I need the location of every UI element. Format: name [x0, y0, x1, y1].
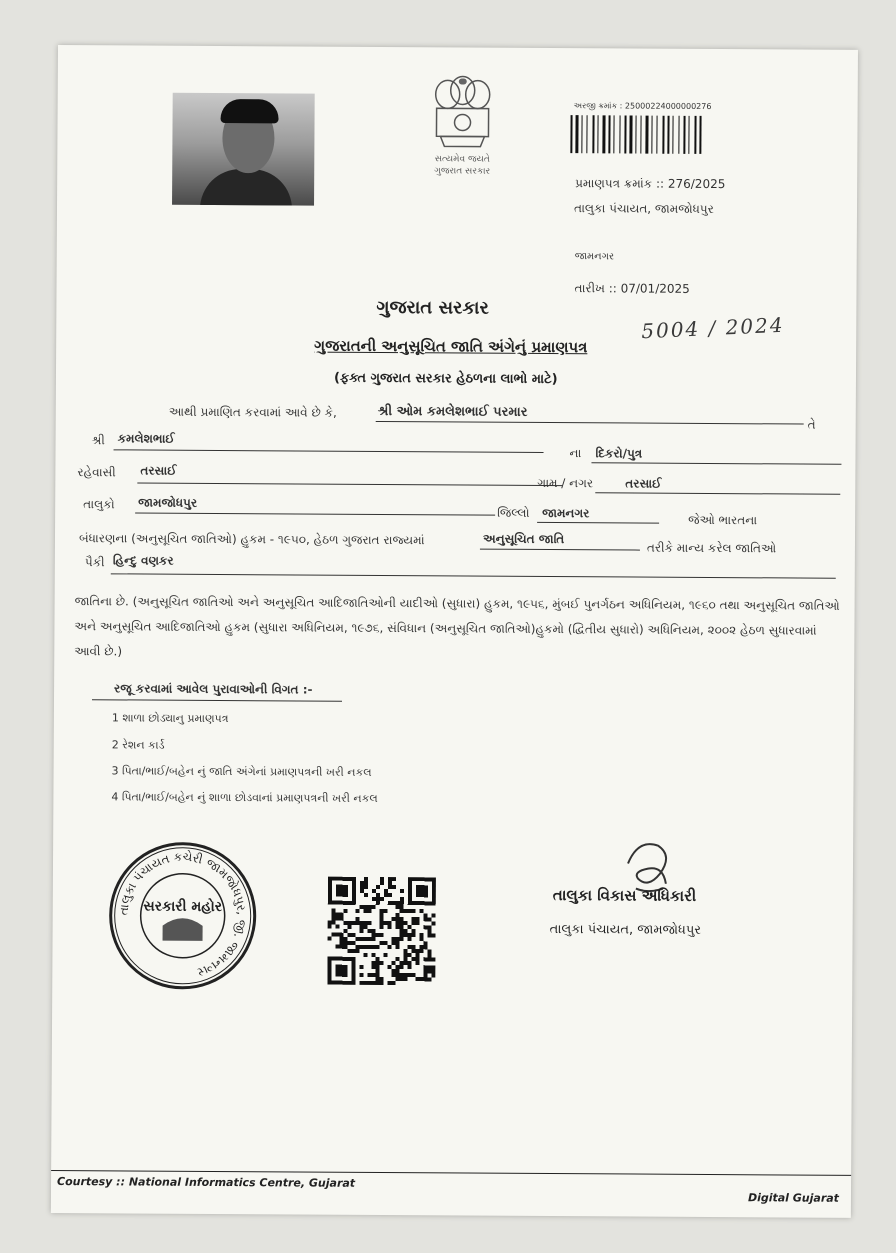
district-value: જામનગર: [542, 505, 590, 521]
evidence-item: 2 રેશન કાર્ડ: [111, 738, 165, 752]
evidence-heading: રજૂ કરવામાં આવેલ પુરાવાઓની વિગત :-: [114, 681, 313, 697]
caste-category: અનુસૂચિત જાતિ: [482, 531, 565, 547]
signatory-office: તાલુકા પંચાયત, જામજોધપુર: [549, 922, 702, 938]
shri-label: શ્રી: [91, 433, 105, 448]
intro-text: આથી પ્રમાણિત કરવામાં આવે છે કે,: [168, 404, 337, 420]
district-name: જામનગર: [574, 251, 615, 263]
certificate-subtitle: ગુજરાતની અનુસૂચિત જાતિ અંગેનું પ્રમાણપત્ર: [314, 336, 588, 357]
taluka-value: જામજોધપુર: [138, 495, 198, 510]
certificate-number: પ્રમાણપત્ર ક્રમાંક :: 276/2025: [575, 176, 726, 192]
legal-paragraph: જાતિના છે. (અનુસૂચિત જાતિઓ અને અનુસૂચિત આદિજાતિઓની યાદીઓ (સુધારા) હુકમ, ૧૯૫૬, મુંબઈ પુનર્ગઠન અધિનિયમ, ૧૯૬૦ તથા અનુસૂચિત જાતિઓ અને અનુસૂચિત આદિજાતિઓ હુકમ (સુધારા અધિનિયમ, ૧૯૭૬, સંવિધાન (અનુસૂચિત જાતિઓ)હુકમો (દ્વિતીય સુધારો) અધિનિયમ, ૨૦૦૨ હેઠળ સુધારવામાં આવી છે.): [74, 594, 840, 659]
evidence-item: 4 પિતા/ભાઈ/બહેન નું શાળા છોડવાનાં પ્રમાણપત્રની ખરી નકલ: [111, 790, 378, 805]
na-text: ના: [569, 446, 582, 461]
application-number: અરજી ક્રમાંક : 25000224000000276: [573, 101, 712, 111]
certificate-page: [51, 45, 858, 1218]
bharat-text: જેઓ ભારતના: [688, 512, 758, 528]
handwritten-number: 5004 / 2024: [640, 312, 786, 344]
evidence-item: 3 પિતા/ભાઈ/બહેન નું જાતિ અંગેનાં પ્રમાણપત્રની ખરી નકલ: [111, 764, 372, 779]
relation-value: દિકરો/પુત્ર: [595, 446, 643, 461]
applicant-name: શ્રી ઓમ કમલેશભાઈ પરમાર: [377, 403, 528, 420]
seal-outer-text: તાલુકા પંચાયત કચેરી જામજોધપુર, જી. જામનગર: [116, 849, 249, 980]
recognized-text: તરીકે માન્ય કરેલ જાતિઓ: [646, 540, 777, 556]
district-label: જિલ્લો: [497, 505, 530, 520]
village-label: ગામ / નગર: [537, 475, 594, 491]
seal-center-text: સરકારી મહોર: [143, 898, 223, 916]
order-text: બંધારણના (અનુસૂચિત જાતિઓ) હુકમ - ૧૯૫૦, હેઠળ ગુજરાત રાજ્યમાં: [78, 531, 425, 548]
resident-value: તરસાઈ: [140, 463, 177, 478]
qr-code: [327, 877, 436, 986]
caste-value: હિન્દુ વણકર: [112, 553, 174, 568]
certificate-note: (ફક્ત ગુજરાત સરકાર હેઠળના લાભો માટે): [333, 370, 558, 388]
issuing-office: તાલુકા પંચાયત, જામજોધપુર: [573, 201, 714, 217]
taluka-label: તાલુકો: [83, 497, 115, 512]
applicant-photo: [172, 93, 315, 206]
father-name: કમલેશભાઈ: [117, 431, 175, 446]
pai-label: પૈકી: [84, 555, 105, 570]
emblem-caption: સત્યમેવ જયતે ગુજરાત સરકાર: [434, 154, 491, 177]
village-value: તરસાઈ: [625, 476, 662, 491]
issue-date: તારીખ :: 07/01/2025: [574, 281, 690, 296]
resident-label: રહેવાસી: [77, 465, 116, 480]
evidence-item: 1 શાળા છોડ્યાનુ પ્રમાણપત્ર: [111, 711, 229, 726]
te-text: તે: [807, 417, 816, 432]
page-title: ગુજરાત સરકાર: [376, 296, 489, 319]
barcode: [570, 115, 746, 154]
signatory-title: તાલુકા વિકાસ અધિકારી: [552, 886, 697, 905]
courtesy-text: Courtesy :: National Informatics Centre, Gujarat: [57, 1175, 356, 1190]
official-seal: [107, 840, 258, 991]
digital-gujarat-text: Digital Gujarat: [747, 1191, 840, 1205]
